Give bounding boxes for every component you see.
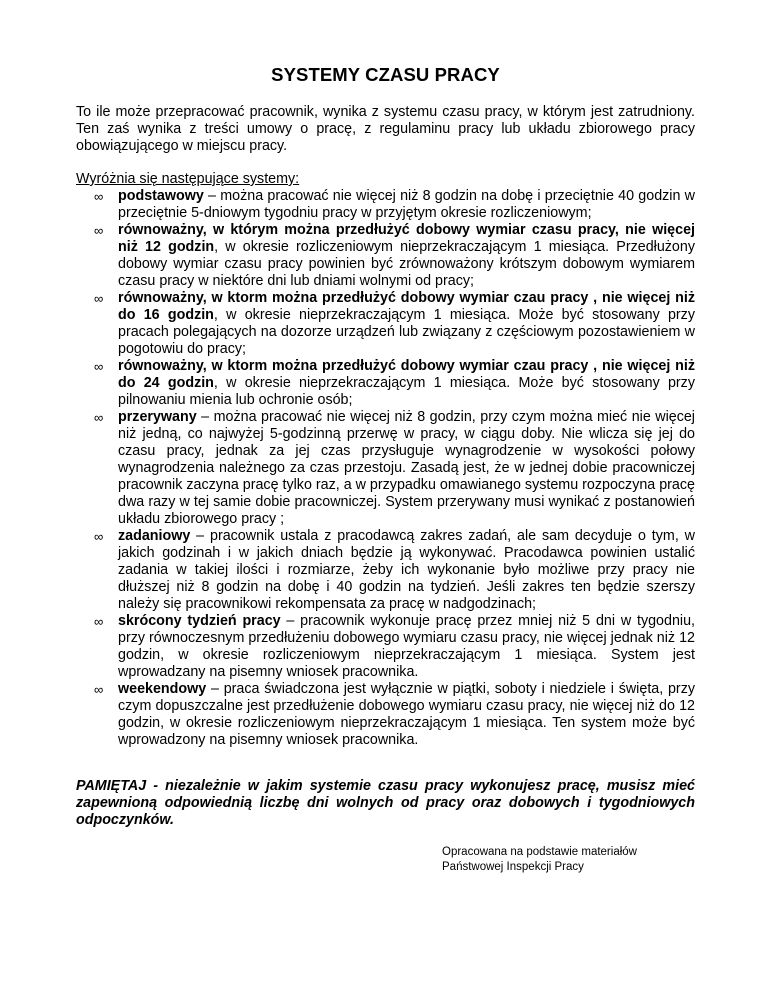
system-name: równoważny, w którym można przedłużyć dobowy wymiar czasu pracy, nie więcej niż 12 godzin	[118, 222, 695, 255]
infinity-bullet-icon: ∞	[94, 410, 104, 425]
list-heading: Wyróżnia się następujące systemy:	[76, 171, 300, 187]
list-item	[76, 613, 695, 681]
infinity-bullet-icon: ∞	[94, 223, 104, 238]
system-name: równoważny, w ktorm można przedłużyć dobowy wymiar czau pracy , nie więcej niż do 24 godzin	[118, 358, 695, 391]
list-item	[76, 290, 695, 358]
system-name: równoważny, w ktorm można przedłużyć dobowy wymiar czau pracy , nie więcej niż do 16 godzin	[118, 290, 695, 323]
page-title: SYSTEMY CZASU PRACY	[271, 64, 500, 85]
list-item	[76, 528, 695, 613]
system-name: zadaniowy	[118, 528, 191, 544]
system-name: przerywany	[118, 409, 197, 425]
intro-paragraph: To ile może przepracować pracownik, wynika z systemu czasu pracy, w którym jest zatrudniony. Ten zaś wynika z treści umowy o pracę, z regulaminu pracy lub układu zbiorowego pracy obowiązującego w miejscu pracy.	[76, 104, 695, 154]
infinity-bullet-icon: ∞	[94, 614, 104, 629]
system-description: – pracownik ustala z pracodawcą zakres zadań, ale sam decyduje o tym, w jakich godzinah i w jakich dniach będzie ją wykonywać. Pracodawca powinien ustalić zadania w takiej ilości i rozmiarze, żeby ich wykonanie było możliwe przy pracy nie dłuższej niż 8 godzin na dobę i 40 godzin na tydzień. Jeśli zakres ten będzie szerszy należy się pracownikowi rekompensata za pracę w nadgodzinach;	[118, 528, 695, 612]
list-item	[76, 188, 695, 222]
system-description: – pracownik wykonuje pracę przez mniej niż 5 dni w tygodniu, przy równoczesnym przedłużeniu dobowego wymiaru czasu pracy, nie więcej jednak niż 12 godzin, w okresie rozliczeniowym nieprzekraczającym 1 miesiąca. System jest wprowadzany na pisemny wniosek pracownika.	[118, 613, 695, 680]
system-description: – praca świadczona jest wyłącznie w piątki, soboty i niedziele i święta, przy czym dopuszczalne jest przedłużenie dobowego wymiaru czasu pracy, nie więcej niż do 12 godzin, w okresie rozliczeniowym nieprzekraczającym 1 miesiąca. Ten system może być wprowadzony na pisemny wniosek pracownika.	[118, 681, 695, 748]
source-line-2: Państwowej Inspekcji Pracy	[442, 861, 584, 873]
list-item	[76, 681, 695, 749]
reminder-notice: PAMIĘTAJ - niezależnie w jakim systemie czasu pracy wykonujesz pracę, musisz mieć zapewnioną odpowiednią liczbę dni wolnych od pracy oraz dobowych i tygodniowych odpoczynków.	[76, 778, 695, 828]
system-description: , w okresie nieprzekraczającym 1 miesiąca. Może być stosowany przy pracach polegających na dozorze urządzeń lub związany z częściowym pozostawieniem w pogotowiu do pracy;	[118, 307, 695, 357]
list-item	[76, 222, 695, 290]
system-description: , w okresie rozliczeniowym nieprzekraczającym 1 miesiąca. Przedłużony dobowy wymiar czasu pracy powinien być zrównoważony krótszym dobowym wymiarem czasu pracy w niektóre dni lub dniami wolnymi od pracy;	[118, 239, 695, 289]
system-description: – można pracować nie więcej niż 8 godzin, przy czym można mieć nie więcej niż jedną, co najwyżej 5-godzinną przerwę w pracy, w ciągu doby. Nie wlicza się jej do czasu pracy, jednak za jej czas przysługuje wynagrodzenie w wysokości połowy wynagrodzenia należnego za czas przestoju. Zasadą jest, że w jednej dobie pracowniczej pracownik zaczyna pracę tylko raz, a w przypadku omawianego systemu rozpoczyna pracę dwa razy w tej samie dobie pracowniczej. System przerywany musi wynikać z postanowień układu zbiorowego pracy ;	[118, 409, 695, 527]
system-name: podstawowy	[118, 188, 204, 204]
source-line-1: Opracowana na podstawie materiałów	[442, 846, 637, 858]
systems-list	[76, 188, 695, 749]
source-credit	[442, 845, 637, 875]
system-description: – można pracować nie więcej niż 8 godzin na dobę i przeciętnie 40 godzin w przeciętnie 5-dniowym tygodniu pracy w przyjętym okresie rozliczeniowym;	[118, 188, 695, 221]
system-name: weekendowy	[118, 681, 207, 697]
infinity-bullet-icon: ∞	[94, 682, 104, 697]
system-description: , w okresie nieprzekraczającym 1 miesiąca. Może być stosowany przy pilnowaniu mienia lub ochronie osób;	[118, 375, 695, 408]
infinity-bullet-icon: ∞	[94, 529, 104, 544]
system-name: skrócony tydzień pracy	[118, 613, 281, 629]
infinity-bullet-icon: ∞	[94, 291, 104, 306]
list-item	[76, 358, 695, 409]
infinity-bullet-icon: ∞	[94, 189, 104, 204]
infinity-bullet-icon: ∞	[94, 359, 104, 374]
list-item	[76, 409, 695, 528]
